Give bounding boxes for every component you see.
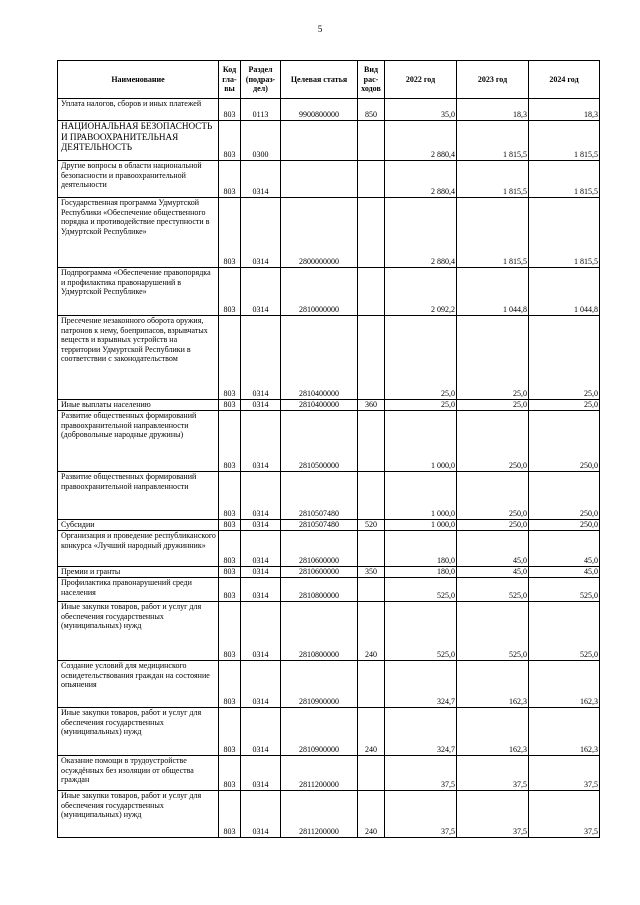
cell-code: 803: [219, 121, 241, 161]
cell-target: 2810400000: [281, 316, 358, 400]
table-row: [58, 121, 600, 161]
cell-code: 803: [219, 472, 241, 520]
cell-section: 0314: [241, 520, 281, 531]
cell-2022: 525,0: [385, 602, 457, 661]
cell-target: 2810507480: [281, 520, 358, 531]
table-row: [58, 602, 600, 661]
header-2022: 2022 год: [385, 61, 457, 99]
cell-code: 803: [219, 161, 241, 198]
cell-name: НАЦИОНАЛЬНАЯ БЕЗОПАСНОСТЬ И ПРАВООХРАНИТЕЛЬНАЯ ДЕЯТЕЛЬНОСТЬ: [58, 121, 219, 161]
cell-name: Субсидии: [58, 520, 219, 531]
cell-target: 2810900000: [281, 661, 358, 708]
cell-2024: 250,0: [529, 411, 600, 472]
header-target: Целевая статья: [281, 61, 358, 99]
cell-target: 2810000000: [281, 268, 358, 316]
cell-target: 2810600000: [281, 531, 358, 567]
cell-section: 0314: [241, 161, 281, 198]
cell-2023: 1 815,5: [457, 161, 529, 198]
cell-target: 2810500000: [281, 411, 358, 472]
header-code: Код гла- вы: [219, 61, 241, 99]
cell-2023: 525,0: [457, 578, 529, 602]
cell-section: 0314: [241, 661, 281, 708]
cell-2023: 45,0: [457, 531, 529, 567]
cell-code: 803: [219, 316, 241, 400]
cell-section: 0314: [241, 268, 281, 316]
cell-2023: 525,0: [457, 602, 529, 661]
cell-2023: 250,0: [457, 520, 529, 531]
table-row: [58, 268, 600, 316]
cell-2024: 1 044,8: [529, 268, 600, 316]
cell-name: Другие вопросы в области национальной безопасности и правоохранительной деятельности: [58, 161, 219, 198]
cell-type: 240: [358, 602, 385, 661]
cell-2022: 525,0: [385, 578, 457, 602]
cell-type: 520: [358, 520, 385, 531]
cell-2022: 324,7: [385, 661, 457, 708]
cell-2023: 162,3: [457, 708, 529, 756]
cell-section: 0314: [241, 708, 281, 756]
cell-2024: 1 815,5: [529, 198, 600, 268]
cell-type: 240: [358, 791, 385, 838]
cell-name: Развитие общественных формирований правоохранительной направленности: [58, 472, 219, 520]
cell-target: 2810507480: [281, 472, 358, 520]
cell-section: 0113: [241, 99, 281, 121]
cell-2023: 25,0: [457, 400, 529, 411]
cell-2022: 25,0: [385, 316, 457, 400]
cell-code: 803: [219, 198, 241, 268]
cell-section: 0314: [241, 578, 281, 602]
cell-2023: 18,3: [457, 99, 529, 121]
header-2023: 2023 год: [457, 61, 529, 99]
cell-section: 0314: [241, 602, 281, 661]
cell-name: Премии и гранты: [58, 567, 219, 578]
cell-target: 2810800000: [281, 578, 358, 602]
cell-section: 0314: [241, 791, 281, 838]
cell-name: Иные закупки товаров, работ и услуг для обеспечения государственных (муниципальных) нужд: [58, 708, 219, 756]
cell-2024: 25,0: [529, 400, 600, 411]
cell-2024: 37,5: [529, 756, 600, 791]
cell-name: Создание условий для медицинского освидетельствования граждан на состояние опьянения: [58, 661, 219, 708]
cell-2024: 162,3: [529, 661, 600, 708]
table-row: [58, 520, 600, 531]
cell-target: 9900800000: [281, 99, 358, 121]
cell-code: 803: [219, 531, 241, 567]
cell-name: Иные закупки товаров, работ и услуг для обеспечения государственных (муниципальных) нужд: [58, 602, 219, 661]
cell-type: [358, 472, 385, 520]
cell-2023: 37,5: [457, 756, 529, 791]
cell-2022: 180,0: [385, 531, 457, 567]
cell-type: [358, 661, 385, 708]
cell-2023: 37,5: [457, 791, 529, 838]
cell-2024: 1 815,5: [529, 121, 600, 161]
cell-name: Иные выплаты населению: [58, 400, 219, 411]
cell-section: 0314: [241, 198, 281, 268]
cell-type: [358, 756, 385, 791]
table-row: [58, 411, 600, 472]
cell-code: 803: [219, 578, 241, 602]
table-row: [58, 531, 600, 567]
cell-2024: 250,0: [529, 472, 600, 520]
cell-2023: 45,0: [457, 567, 529, 578]
cell-2022: 37,5: [385, 756, 457, 791]
table-row: [58, 567, 600, 578]
cell-2024: 162,3: [529, 708, 600, 756]
table-row: [58, 472, 600, 520]
cell-2022: 180,0: [385, 567, 457, 578]
cell-2024: 525,0: [529, 602, 600, 661]
cell-target: [281, 161, 358, 198]
cell-target: 2811200000: [281, 756, 358, 791]
cell-name: Оказание помощи в трудоустройстве осуждённых без изоляции от общества граждан: [58, 756, 219, 791]
table-row: [58, 161, 600, 198]
cell-type: 350: [358, 567, 385, 578]
cell-section: 0314: [241, 756, 281, 791]
cell-section: 0314: [241, 567, 281, 578]
cell-2024: 37,5: [529, 791, 600, 838]
cell-name: Профилактика правонарушений среди населения: [58, 578, 219, 602]
cell-2022: 37,5: [385, 791, 457, 838]
cell-type: [358, 198, 385, 268]
cell-target: 2810600000: [281, 567, 358, 578]
cell-name: Уплата налогов, сборов и иных платежей: [58, 99, 219, 121]
table-row: [58, 578, 600, 602]
cell-target: 2810400000: [281, 400, 358, 411]
table-header-row: [58, 61, 600, 99]
cell-code: 803: [219, 791, 241, 838]
cell-2024: 250,0: [529, 520, 600, 531]
cell-section: 0300: [241, 121, 281, 161]
cell-2023: 25,0: [457, 316, 529, 400]
cell-type: 360: [358, 400, 385, 411]
cell-type: [358, 316, 385, 400]
page-number: 5: [317, 24, 323, 34]
cell-2022: 1 000,0: [385, 520, 457, 531]
budget-table: [57, 60, 600, 838]
cell-2023: 162,3: [457, 661, 529, 708]
cell-name: Развитие общественных формирований правоохранительной направленности (добровольные народные дружины): [58, 411, 219, 472]
cell-name: Государственная программа Удмуртской Республики «Обеспечение общественного порядка и противодействие преступности в Удмуртской Республике»: [58, 198, 219, 268]
cell-type: 850: [358, 99, 385, 121]
cell-2022: 1 000,0: [385, 472, 457, 520]
table-row: [58, 661, 600, 708]
cell-2024: 525,0: [529, 578, 600, 602]
cell-2022: 35,0: [385, 99, 457, 121]
cell-code: 803: [219, 708, 241, 756]
header-name: Наименование: [58, 61, 219, 99]
table-row: [58, 198, 600, 268]
cell-target: 2800000000: [281, 198, 358, 268]
cell-code: 803: [219, 400, 241, 411]
cell-name: Иные закупки товаров, работ и услуг для обеспечения государственных (муниципальных) нужд: [58, 791, 219, 838]
cell-2023: 1 815,5: [457, 198, 529, 268]
cell-code: 803: [219, 567, 241, 578]
cell-type: [358, 268, 385, 316]
cell-type: [358, 531, 385, 567]
cell-name: Подпрограмма «Обеспечение правопорядка и профилактика правонарушений в Удмуртской Республике»: [58, 268, 219, 316]
cell-target: 2810800000: [281, 602, 358, 661]
cell-2022: 2 880,4: [385, 121, 457, 161]
cell-2022: 2 092,2: [385, 268, 457, 316]
cell-code: 803: [219, 756, 241, 791]
cell-2024: 45,0: [529, 567, 600, 578]
cell-2022: 2 880,4: [385, 198, 457, 268]
header-type: Вид рас- ходов: [358, 61, 385, 99]
cell-target: [281, 121, 358, 161]
cell-section: 0314: [241, 400, 281, 411]
header-2024: 2024 год: [529, 61, 600, 99]
cell-2023: 250,0: [457, 411, 529, 472]
cell-section: 0314: [241, 316, 281, 400]
cell-code: 803: [219, 99, 241, 121]
cell-2022: 2 880,4: [385, 161, 457, 198]
cell-2024: 25,0: [529, 316, 600, 400]
cell-type: 240: [358, 708, 385, 756]
cell-2022: 1 000,0: [385, 411, 457, 472]
cell-name: Пресечение незаконного оборота оружия, патронов к нему, боеприпасов, взрывчатых веществ и взрывных устройств на территории Удмуртской Республики в соответствии с законодательством: [58, 316, 219, 400]
cell-target: 2811200000: [281, 791, 358, 838]
cell-section: 0314: [241, 411, 281, 472]
cell-type: [358, 578, 385, 602]
cell-2024: 18,3: [529, 99, 600, 121]
cell-type: [358, 161, 385, 198]
table-row: [58, 756, 600, 791]
cell-section: 0314: [241, 472, 281, 520]
table-row: [58, 708, 600, 756]
cell-code: 803: [219, 411, 241, 472]
cell-2022: 25,0: [385, 400, 457, 411]
table-row: [58, 400, 600, 411]
cell-2023: 250,0: [457, 472, 529, 520]
cell-2023: 1 815,5: [457, 121, 529, 161]
cell-2024: 1 815,5: [529, 161, 600, 198]
header-section: Раздел (подраз- дел): [241, 61, 281, 99]
cell-target: 2810900000: [281, 708, 358, 756]
cell-section: 0314: [241, 531, 281, 567]
table-row: [58, 316, 600, 400]
cell-name: Организация и проведение республиканского конкурса «Лучший народный дружинник»: [58, 531, 219, 567]
table-row: [58, 99, 600, 121]
cell-2023: 1 044,8: [457, 268, 529, 316]
cell-code: 803: [219, 520, 241, 531]
cell-2024: 45,0: [529, 531, 600, 567]
cell-type: [358, 121, 385, 161]
cell-2022: 324,7: [385, 708, 457, 756]
cell-code: 803: [219, 602, 241, 661]
cell-code: 803: [219, 268, 241, 316]
cell-code: 803: [219, 661, 241, 708]
cell-type: [358, 411, 385, 472]
table-row: [58, 791, 600, 838]
